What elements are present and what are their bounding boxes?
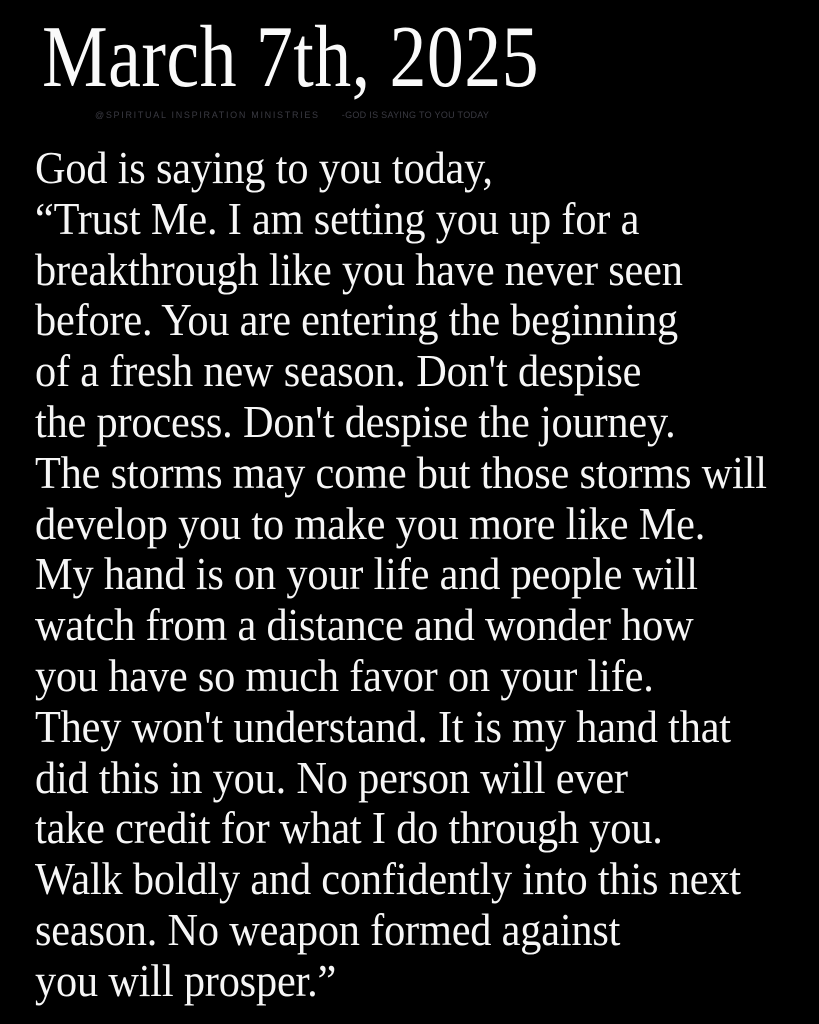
- message-line: before. You are entering the beginning: [35, 294, 678, 346]
- message-line: you have so much favor on your life.: [35, 649, 654, 701]
- ministry-handle: @SPIRITUAL INSPIRATION MINISTRIES: [95, 110, 320, 120]
- message-line: the process. Don't despise the journey.: [35, 395, 676, 447]
- message-line: “Trust Me. I am setting you up for a: [35, 192, 640, 244]
- series-tagline: -GOD IS SAYING TO YOU TODAY: [341, 110, 490, 120]
- message-line: did this in you. No person will ever: [35, 751, 628, 803]
- message-line: My hand is on your life and people will: [35, 548, 698, 600]
- message-line: Walk boldly and confidently into this next: [35, 853, 741, 905]
- message-line: season. No weapon formed against: [35, 903, 621, 955]
- date-title: March 7th, 2025: [42, 9, 539, 106]
- message-line: breakthrough like you have never seen: [35, 243, 683, 295]
- message-text: [35, 143, 767, 1007]
- message-line: take credit for what I do through you.: [35, 802, 663, 854]
- message-line: The storms may come but those storms will: [35, 446, 767, 498]
- message-line: develop you to make you more like Me.: [35, 497, 706, 549]
- message-line: of a fresh new season. Don't despise: [35, 345, 642, 397]
- credit-line: [95, 110, 489, 120]
- message-line: you will prosper.”: [35, 954, 337, 1006]
- message-line: They won't understand. It is my hand that: [35, 700, 731, 752]
- message-line: God is saying to you today,: [35, 142, 493, 193]
- message-line: watch from a distance and wonder how: [35, 599, 694, 651]
